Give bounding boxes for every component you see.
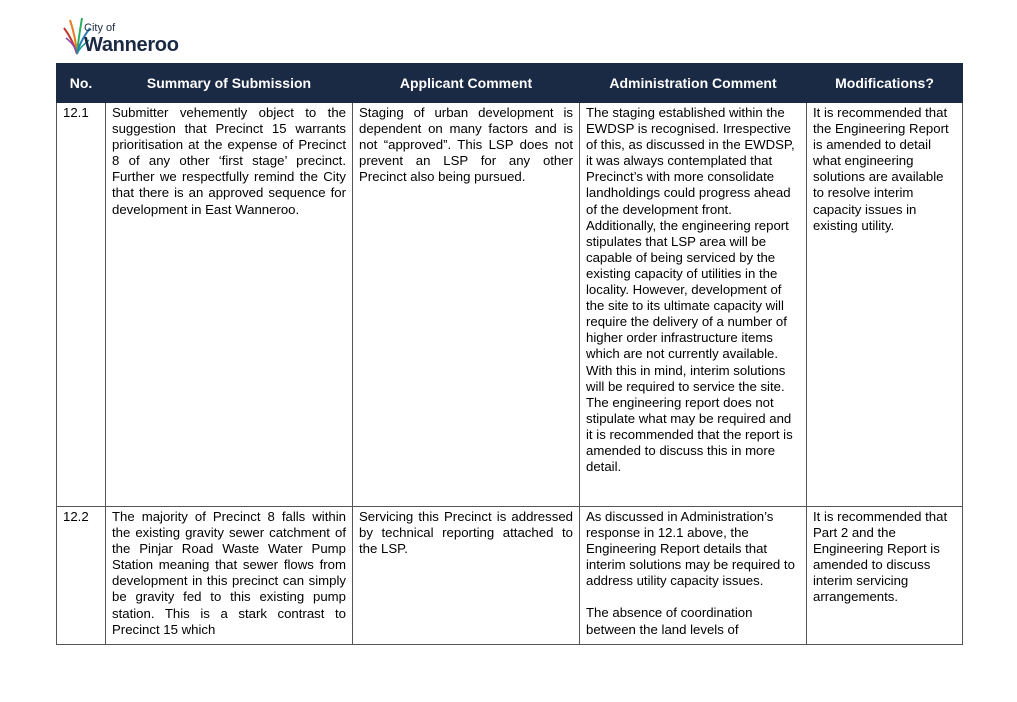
table-header-row (57, 64, 963, 103)
table-row (57, 103, 963, 507)
administration-paragraph: The absence of coordination between the land levels of (586, 605, 753, 637)
administration-paragraph: As discussed in Administration’s response in 12.1 above, the Engineering Report details that interim solutions may be required to address utility capacity issues. (586, 509, 795, 589)
submissions-table (56, 63, 963, 645)
table-row (57, 507, 963, 645)
header-administration-comment: Administration Comment (580, 64, 807, 103)
logo-brand-text: Wanneroo (84, 34, 179, 56)
administration-comment-cell: The staging established within the EWDSP is recognised. Irrespective of this, as discussed in the EWDSP, it was always contemplated that Precinct’s with more consolidate landholdings could progress ahead of the development front. Additionally, the engineering report stipulates that LSP area will be capable of being serviced by the existing capacity of utilities in the locality. However, development of the site to its ultimate capacity will require the delivery of a number of higher order infrastructure items which are not currently available. With this in mind, interim solutions will be required to service the site. The engineering report does not stipulate what may be required and it is recommended that the report is amended to discuss this in more detail. (580, 103, 807, 507)
header-modifications: Modifications? (807, 64, 963, 103)
summary-cell: The majority of Precinct 8 falls within the existing gravity sewer catchment of the Pinjar Road Waste Water Pump Station meaning that sewer flows from development in this precinct can simply be gravity fed to this existing pump station. This is a stark contrast to Precinct 15 which (106, 507, 353, 645)
header-summary: Summary of Submission (106, 64, 353, 103)
city-logo (62, 14, 192, 60)
modifications-cell: It is recommended that the Engineering Report is amended to detail what engineering solutions are available to resolve interim capacity issues in existing utility. (807, 103, 963, 507)
applicant-comment-cell: Staging of urban development is dependent on many factors and is not “approved”. This LSP does not prevent an LSP for any other Precinct also being pursued. (353, 103, 580, 507)
row-number: 12.1 (57, 103, 106, 507)
header-no: No. (57, 64, 106, 103)
administration-comment-cell (580, 507, 807, 645)
logo-city-text: City of (84, 22, 116, 34)
applicant-comment-cell: Servicing this Precinct is addressed by technical reporting attached to the LSP. (353, 507, 580, 645)
row-number: 12.2 (57, 507, 106, 645)
modifications-cell: It is recommended that Part 2 and the Engineering Report is amended to discuss interim servicing arrangements. (807, 507, 963, 645)
header-applicant-comment: Applicant Comment (353, 64, 580, 103)
summary-cell: Submitter vehemently object to the suggestion that Precinct 15 warrants prioritisation at the expense of Precinct 8 of any other ‘first stage’ precinct. Further we respectfully remind the City that there is an approved sequence for development in East Wanneroo. (106, 103, 353, 507)
